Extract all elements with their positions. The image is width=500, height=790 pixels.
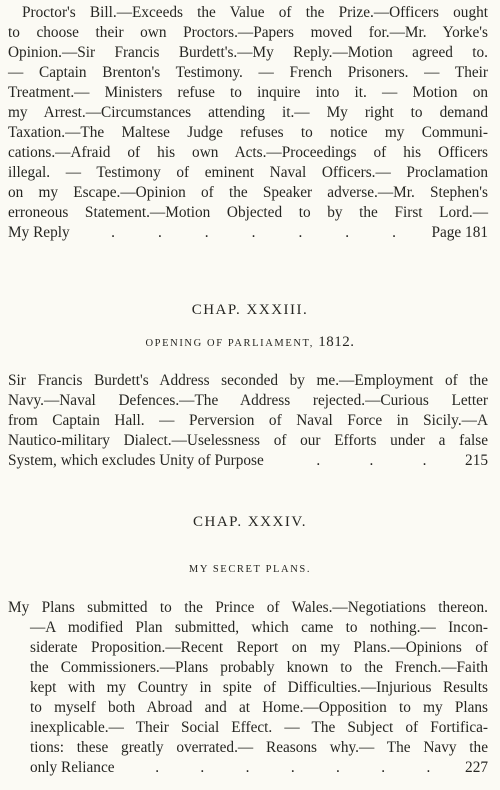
page-number: 215 bbox=[465, 452, 488, 469]
text-line: the Commissioners.—Plans probably known to the French.—Faith bbox=[30, 659, 488, 676]
chapter-heading: CHAP. XXXIV. bbox=[193, 514, 307, 530]
text-line: Nautico-military Dialect.—Uselessness of our Efforts under a false bbox=[8, 432, 488, 449]
text-line: to myself both Abroad and at Home.—Opposition to my Plans bbox=[30, 699, 488, 716]
text-line-with-page bbox=[8, 223, 488, 242]
text-line: siderate Proposition.—Recent Report on my Plans.—Opinions of bbox=[30, 639, 488, 656]
dot-leader: . . . . . . . bbox=[155, 759, 431, 776]
text-line: — Captain Brenton's Testimony. — French Prisoners. — Their bbox=[8, 64, 488, 81]
text-line: —A modified Plan submitted, which came to nothing.— Incon- bbox=[30, 619, 488, 636]
chapter-heading: CHAP. XXXIII. bbox=[191, 302, 309, 318]
text-line: kept with my Country in spite of Difficulties.—Injurious Results bbox=[30, 679, 488, 696]
text-line: inexplicable.— Their Social Effect. — The Subject of Fortifica- bbox=[30, 719, 488, 736]
text-line: illegal. — Testimony of eminent Naval Officers.— Proclamation bbox=[8, 164, 488, 181]
text-line: my Arrest.—Circumstances attending it.— My right to demand bbox=[8, 104, 488, 121]
chapter-subheading bbox=[0, 334, 500, 351]
text-line: Taxation.—The Maltese Judge refuses to notice my Communi- bbox=[8, 124, 488, 141]
dot-leader: . . . bbox=[316, 452, 427, 469]
text-line: Treatment.— Ministers refuse to inquire into it. — Motion on bbox=[8, 84, 488, 101]
text-line: My Plans submitted to the Prince of Wales.—Negotiations thereon. bbox=[8, 599, 488, 616]
text-line: cations.—Afraid of his own Acts.—Proceedings of his Officers bbox=[8, 144, 488, 161]
subheading-year: 1812. bbox=[318, 334, 355, 350]
entry-text: only Reliance bbox=[30, 759, 115, 776]
text-line: Sir Francis Burdett's Address seconded by me.—Employment of the bbox=[8, 372, 488, 389]
text-line: from Captain Hall. — Perversion of Naval Force in Sicily.—A bbox=[8, 412, 488, 429]
text-line: Proctor's Bill.—Exceeds the Value of the Prize.—Officers ought bbox=[22, 4, 488, 21]
text-line-with-page bbox=[30, 758, 488, 777]
text-line-with-page bbox=[8, 451, 488, 470]
entry-text: My Reply bbox=[8, 224, 70, 241]
chapter-subheading: MY SECRET PLANS. bbox=[188, 564, 312, 575]
text-line: tions: these greatly overrated.— Reasons why.— The Navy the bbox=[30, 739, 488, 756]
page-number: Page 181 bbox=[431, 224, 488, 241]
dot-leader: . . . . . . . bbox=[111, 224, 396, 241]
text-line: on my Escape.—Opinion of the Speaker adverse.—Mr. Stephen's bbox=[8, 184, 488, 201]
page-number: 227 bbox=[465, 759, 488, 776]
text-line: Opinion.—Sir Francis Burdett's.—My Reply.—Motion agreed to. bbox=[8, 44, 488, 61]
text-line: to choose their own Proctors.—Papers moved for.—Mr. Yorke's bbox=[8, 24, 488, 41]
text-line: erroneous Statement.—Motion Objected to by the First Lord.— bbox=[8, 204, 488, 221]
subheading-text: OPENING OF PARLIAMENT, bbox=[145, 338, 315, 349]
entry-text: System, which excludes Unity of Purpose bbox=[8, 452, 264, 469]
text-line: Navy.—Naval Defences.—The Address rejected.—Curious Letter bbox=[8, 392, 488, 409]
